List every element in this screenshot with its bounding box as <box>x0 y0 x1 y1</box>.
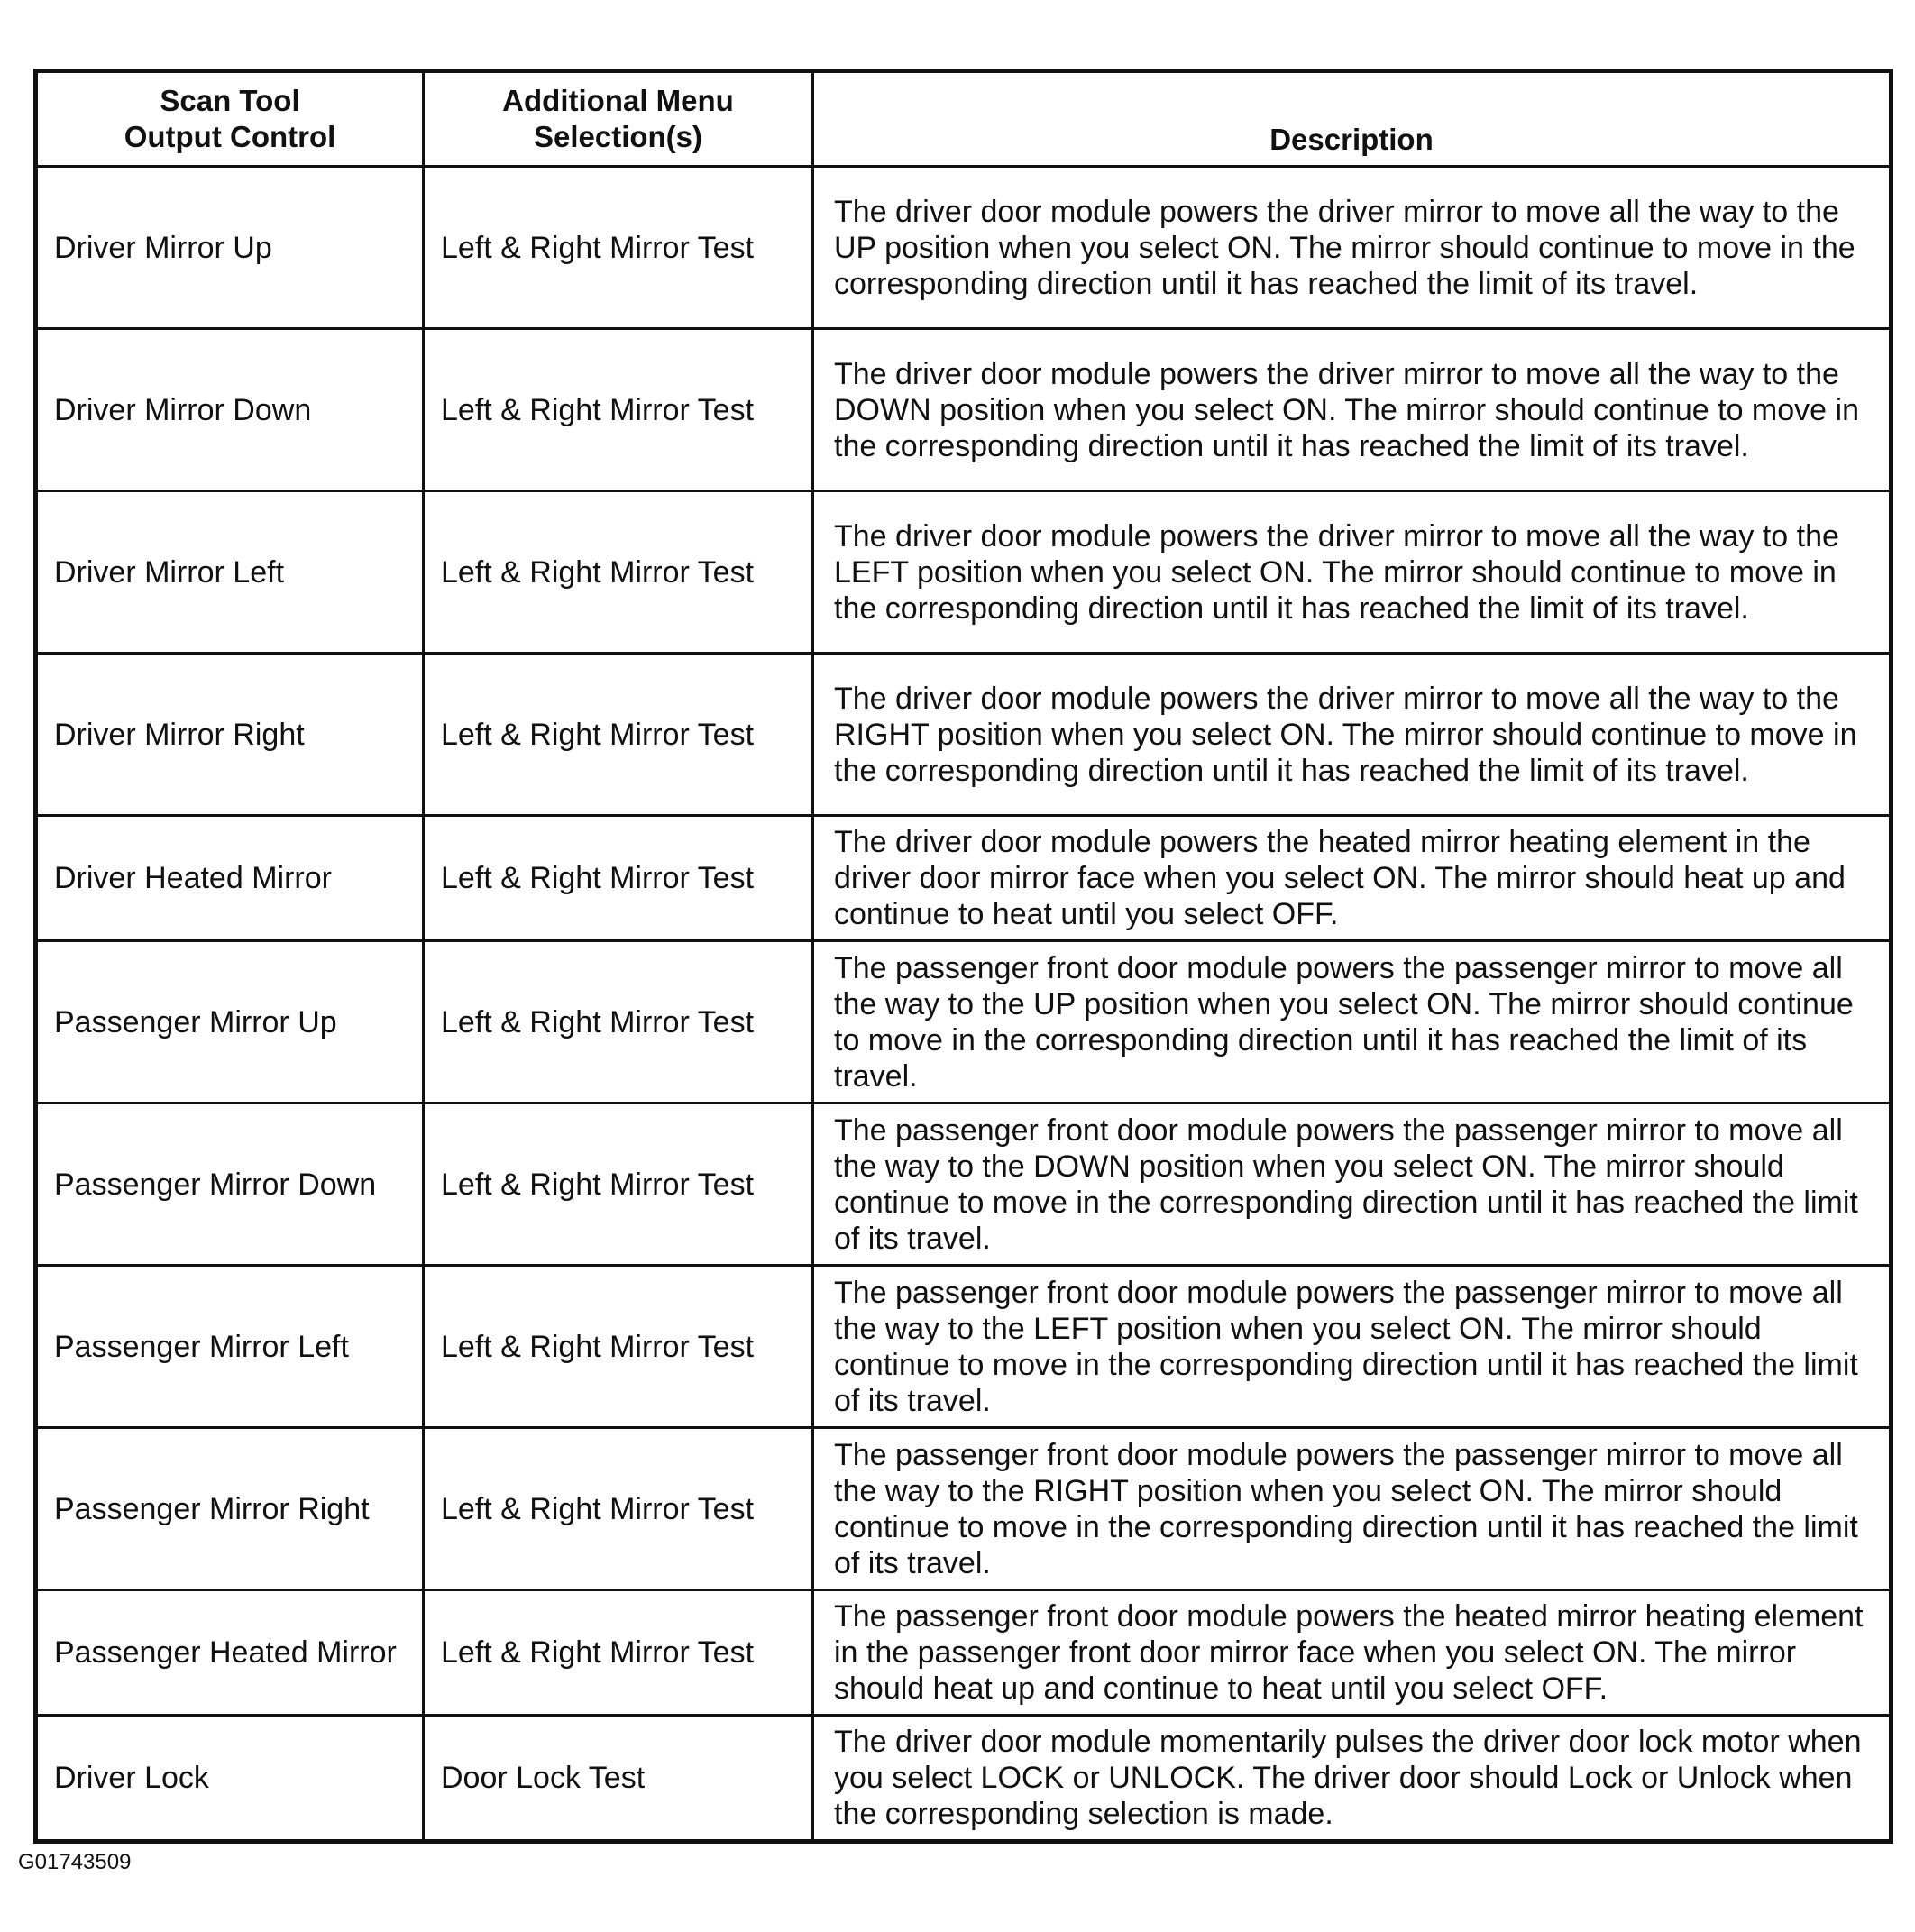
table-row <box>36 654 1892 816</box>
header-scan-tool-output-control <box>36 71 424 167</box>
output-control-table-container <box>33 69 1889 1844</box>
table-row <box>36 1266 1892 1428</box>
table-row <box>36 1103 1892 1266</box>
cell-description: The passenger front door module powers the passenger mirror to move all the way to the UP position when you select ON. The mirror should continue to move in the corresponding direction until it has reached the limit of its travel. <box>813 941 1892 1103</box>
cell-output-control: Driver Mirror Left <box>36 491 424 654</box>
cell-menu-selection: Left & Right Mirror Test <box>424 816 813 941</box>
figure-id-label: G01743509 <box>18 1850 132 1874</box>
cell-output-control: Passenger Mirror Left <box>36 1266 424 1428</box>
cell-output-control: Driver Heated Mirror <box>36 816 424 941</box>
table-row <box>36 941 1892 1103</box>
header-menu-line2: Selection(s) <box>533 120 703 153</box>
cell-menu-selection: Left & Right Mirror Test <box>424 1428 813 1590</box>
cell-menu-selection: Left & Right Mirror Test <box>424 1103 813 1266</box>
cell-menu-selection: Left & Right Mirror Test <box>424 654 813 816</box>
cell-output-control: Driver Mirror Down <box>36 329 424 491</box>
cell-output-control: Passenger Heated Mirror <box>36 1590 424 1716</box>
cell-description: The driver door module powers the driver mirror to move all the way to the UP position when you select ON. The mirror should continue to move in the corresponding direction until it has reached the limit of its travel. <box>813 167 1892 329</box>
output-control-table <box>33 69 1893 1844</box>
cell-output-control: Driver Lock <box>36 1716 424 1842</box>
cell-description: The driver door module powers the driver mirror to move all the way to the DOWN position when you select ON. The mirror should continue to move in the corresponding direction until it has reached the limit of its travel. <box>813 329 1892 491</box>
table-row <box>36 1716 1892 1842</box>
cell-description: The passenger front door module powers the passenger mirror to move all the way to the LEFT position when you select ON. The mirror should continue to move in the corresponding direction until it has reached the limit of its travel. <box>813 1266 1892 1428</box>
cell-menu-selection: Left & Right Mirror Test <box>424 1266 813 1428</box>
header-additional-menu-selections <box>424 71 813 167</box>
cell-description: The passenger front door module powers the heated mirror heating element in the passenger front door mirror face when you select ON. The mirror should heat up and continue to heat until you select OFF. <box>813 1590 1892 1716</box>
cell-menu-selection: Left & Right Mirror Test <box>424 167 813 329</box>
table-row <box>36 167 1892 329</box>
cell-menu-selection: Door Lock Test <box>424 1716 813 1842</box>
cell-output-control: Passenger Mirror Right <box>36 1428 424 1590</box>
table-row <box>36 1590 1892 1716</box>
table-row <box>36 1428 1892 1590</box>
cell-menu-selection: Left & Right Mirror Test <box>424 941 813 1103</box>
table-row <box>36 329 1892 491</box>
cell-menu-selection: Left & Right Mirror Test <box>424 329 813 491</box>
cell-description: The passenger front door module powers the passenger mirror to move all the way to the DOWN position when you select ON. The mirror should continue to move in the corresponding direction until it has reached the limit of its travel. <box>813 1103 1892 1266</box>
header-control-line1: Scan Tool <box>160 84 300 117</box>
cell-description: The driver door module powers the driver mirror to move all the way to the LEFT position when you select ON. The mirror should continue to move in the corresponding direction until it has reached the limit of its travel. <box>813 491 1892 654</box>
cell-output-control: Passenger Mirror Down <box>36 1103 424 1266</box>
cell-menu-selection: Left & Right Mirror Test <box>424 491 813 654</box>
header-control-line2: Output Control <box>124 120 336 153</box>
cell-description: The driver door module powers the driver mirror to move all the way to the RIGHT position when you select ON. The mirror should continue to move in the corresponding direction until it has reached the limit of its travel. <box>813 654 1892 816</box>
header-description: Description <box>813 71 1892 167</box>
cell-menu-selection: Left & Right Mirror Test <box>424 1590 813 1716</box>
table-row <box>36 491 1892 654</box>
cell-output-control: Passenger Mirror Up <box>36 941 424 1103</box>
cell-output-control: Driver Mirror Right <box>36 654 424 816</box>
cell-description: The driver door module powers the heated mirror heating element in the driver door mirror face when you select ON. The mirror should heat up and continue to heat until you select OFF. <box>813 816 1892 941</box>
cell-output-control: Driver Mirror Up <box>36 167 424 329</box>
cell-description: The driver door module momentarily pulses the driver door lock motor when you select LOCK or UNLOCK. The driver door should Lock or Unlock when the corresponding selection is made. <box>813 1716 1892 1842</box>
header-menu-line1: Additional Menu <box>502 84 734 117</box>
table-row <box>36 816 1892 941</box>
table-header-row <box>36 71 1892 167</box>
cell-description: The passenger front door module powers the passenger mirror to move all the way to the RIGHT position when you select ON. The mirror should continue to move in the corresponding direction until it has reached the limit of its travel. <box>813 1428 1892 1590</box>
